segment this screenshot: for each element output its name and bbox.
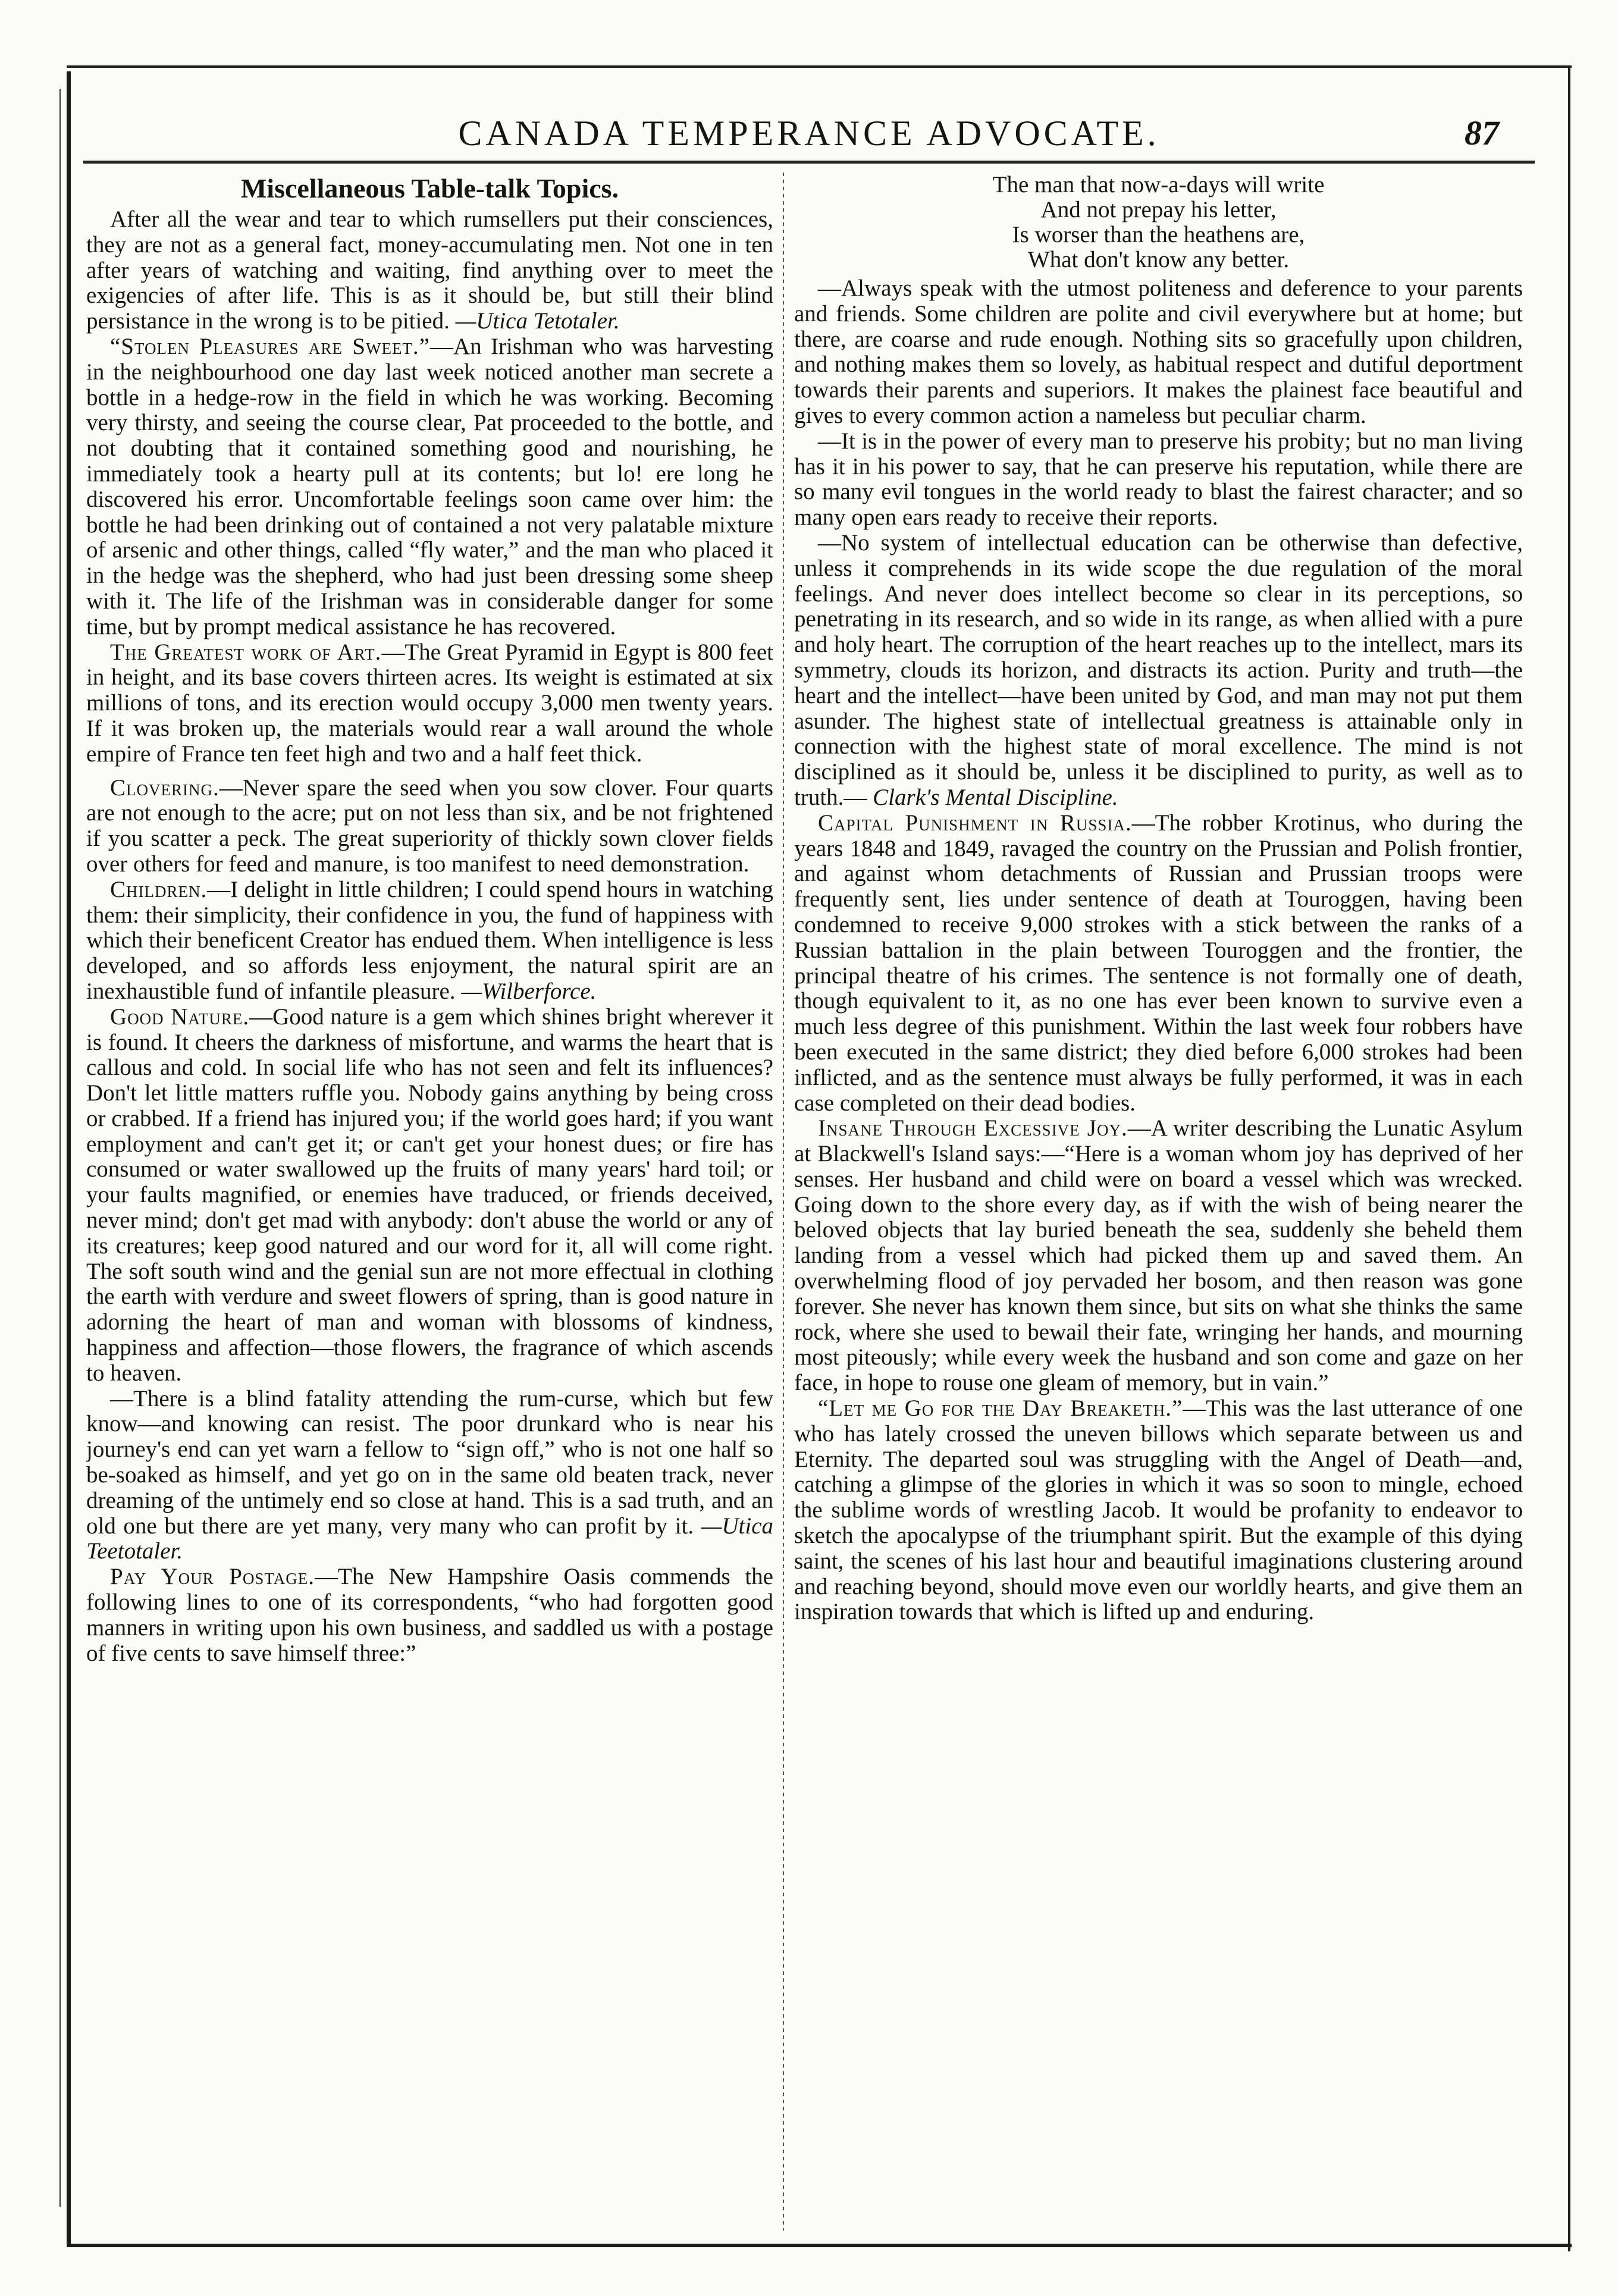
- page-number: 87: [1465, 114, 1499, 152]
- article-pay-your-postage: Pay Your Postage.—The New Hampshire Oasis commends the following lines to one of its correspondents, “who had forgotten good manners in writing upon his own business, and saddled us with a postage of five cents to save himself three:”: [86, 1564, 773, 1666]
- article-stolen-pleasures: “Stolen Pleasures are Sweet.”—An Irishman who was harvesting in the neighbourhood one day last week noticed another man secrete a bottle in a hedge-row in the field in which he was working. Becoming very thirsty, and seeing the course clear, Pat proceeded to the bottle, and not doubting that it contained something good and nourishing, he immediately took a hearty pull at its contents; but lo! ere long he discovered his error. Uncomfortable feelings soon came over him: the bottle he had been drinking out of contained a not very palatable mixture of arsenic and other things, called “fly water,” and the man who placed it in the hedge was the shepherd, who had just been dressing some sheep with it. The life of the Irishman was in considerable danger for some time, but by prompt medical assistance he has recovered.: [86, 333, 773, 639]
- left-column: [86, 172, 773, 2231]
- top-border-rule: [67, 65, 1572, 68]
- article-day-breaketh: “Let me Go for the Day Breaketh.”—This was the last utterance of one who has lately crossed the uneven billows which separate between us and Eternity. The departed soul was struggling with the Angel of Death—and, catching a glimpse of the glories in which it was so soon to mingle, echoed the sublime words of wrestling Jacob. It would be profanity to endeavor to sketch the apocalypse of the triumphant spirit. But the example of this dying saint, the scenes of his last hour and beautiful imaginations clustering around and reaching beyond, should move even our worldly hearts, and give them an inspiration towards that which is lifted up and enduring.: [794, 1395, 1523, 1625]
- right-border-rule: [1568, 65, 1570, 2251]
- masthead-title: CANADA TEMPERANCE ADVOCATE.: [458, 114, 1160, 153]
- bottom-border-rule: [67, 2244, 1572, 2247]
- right-column: [794, 172, 1523, 2231]
- article-good-nature: Good Nature.—Good nature is a gem which shines bright wherever it is found. It cheers the darkness of misfortune, and warms the heart that is callous and cold. In social life who has not seen and felt its influences? Don't let little matters ruffle you. Nobody gains anything by being cross or crabbed. If a friend has injured you; if the world goes hard; if you want employment and can't get it; or can't get your honest dues; or fire has consumed or water swallowed up the fruits of many years' hard toil; or your faults magnified, or enemies have traduced, or friends deceived, never mind; don't get mad with anybody: don't abuse the world or any of its creatures; keep good natured and our word for it, all will come right. The soft south wind and the genial sun are not more effectual in clothing the earth with verdure and sweet flowers of spring, than is good nature in adorning the heart of man and woman with blossoms of kindness, happiness and affection—those flowers, the fragrance of which ascends to heaven.: [86, 1003, 773, 1386]
- article-rum-curse: —There is a blind fatality attending the rum-curse, which but few know—and knowing can resist. The poor drunkard who is near his journey's end can yet warn a fellow to “sign off,” who is not one half so be-soaked as himself, and yet go on in the same old beaten track, never dreaming of the untimely end so close at hand. This is a sad truth, and an old one but there are yet many, very many who can profit by it. —Utica Teetotaler.: [86, 1385, 773, 1564]
- article-clovering: Clovering.—Never spare the seed when you sow clover. Four quarts are not enough to the acre; put on not less than six, and be not frightened if you scatter a peck. The great superiority of thickly sown clover fields over others for feed and manure, is too manifest to need demonstration.: [86, 774, 773, 877]
- article-greatest-work-of-art: The Greatest work of Art.—The Great Pyramid in Egypt is 800 feet in height, and its base covers thirteen acres. Its weight is estimated at six millions of tons, and its erection would occupy 3,000 men twenty years. If it was broken up, the materials would rear a wall around the whole empire of France ten feet high and two and a half feet thick.: [86, 639, 773, 767]
- poem-line: And not prepay his letter,: [1040, 197, 1277, 222]
- postage-poem: [794, 172, 1523, 272]
- poem-line: What don't know any better.: [1027, 247, 1290, 272]
- article-insane-through-joy: Insane Through Excessive Joy.—A writer describing the Lunatic Asylum at Blackwell's Island says:—“Here is a woman whom joy has deprived of her senses. Her husband and child were on board a vessel which was wrecked. Going down to the shore every day, as if with the wish of being nearer the beloved objects that lay buried beneath the sea, suddenly she beheld them landing from a vessel which had picked them up and saved them. An overwhelming flood of joy pervaded her bosom, and then reason was gone forever. She never has known them since, but sits on what she thinks the same rock, where she used to bewail their fate, wringing her hands, and mourning most piteously; while every week the husband and son come and gaze on her face, in hope to rouse one gleam of memory, but in vain.”: [794, 1115, 1523, 1396]
- left-border-thin-rule: [59, 89, 61, 2207]
- article-intellectual-education: —No system of intellectual education can be otherwise than defective, unless it comprehends in its wide scope the due regulation of the moral feelings. And never does intellect become so clear in its perceptions, so penetrating in its research, and so wide in its range, as when allied with a pure and holy heart. The corruption of the heart reaches up to the intellect, mars its symmetry, clouds its horizon, and distracts its action. Purity and truth—the heart and the intellect—have been united by God, and man may not put them asunder. The highest state of intellectual greatness is attainable only in connection with the highest state of moral excellence. The mind is not disciplined as it should be, unless it be disciplined to purity, as well as to truth.— Clark's Mental Discipline.: [794, 529, 1523, 810]
- article-politeness: —Always speak with the utmost politeness and deference to your parents and friends. Some children are polite and civil everywhere but at home; but there, are coarse and rude enough. Nothing sits so gracefully upon children, and nothing makes them so lovely, as habitual respect and dutiful deportment towards their parents and superiors. It makes the plainest face beautiful and gives to every common action a nameless but peculiar charm.: [794, 275, 1523, 428]
- poem-line: The man that now-a-days will write: [992, 172, 1325, 197]
- header-rule: [83, 161, 1535, 164]
- article-capital-punishment: Capital Punishment in Russia.—The robber Krotinus, who during the years 1848 and 1849, ravaged the country on the Prussian and Polish frontier, and against whom detachments of Russian and Prussian troops were frequently sent, lies under sentence of death at Touroggen, having been condemned to receive 9,000 strokes with a stick between the ranks of a Russian battalion in the plain between Touroggen and the frontier, the principal theatre of his crimes. The sentence is not formally one of death, though equivalent to it, as no one has ever been known to survive even a much less degree of this punishment. Within the last week four robbers have been executed in the same district; they died before 6,000 strokes had been inflicted, and as the sentence must always be fully performed, it was in each case completed on their dead bodies.: [794, 810, 1523, 1116]
- column-divider: [783, 172, 784, 2231]
- page-header: [83, 113, 1535, 155]
- left-border-rule: [67, 71, 71, 2245]
- article-probity: —It is in the power of every man to preserve his probity; but no man living has it in his power to say, that he can preserve his reputation, while there are so many evil tongues in the world ready to blast the fairest character; and so many open ears ready to receive their reports.: [794, 428, 1523, 531]
- article-children: Children.—I delight in little children; I could spend hours in watching them: their simplicity, their confidence in you, the fund of happiness with which their beneficent Creator has endued them. When intelligence is less developed, and so affords less enjoyment, the natural spirit are an inexhaustible fund of infantile pleasure. —Wilberforce.: [86, 876, 773, 1004]
- article-rumsellers: After all the wear and tear to which rumsellers put their consciences, they are not as a general fact, money-accumulating men. Not one in ten after years of watching and waiting, find anything over to meet the exigencies of after life. This is as it should be, but still their blind persistance in the wrong is to be pitied. —Utica Tetotaler.: [86, 206, 773, 334]
- poem-line: Is worser than the heathens are,: [1012, 222, 1305, 247]
- section-heading: Miscellaneous Table-talk Topics.: [240, 173, 619, 203]
